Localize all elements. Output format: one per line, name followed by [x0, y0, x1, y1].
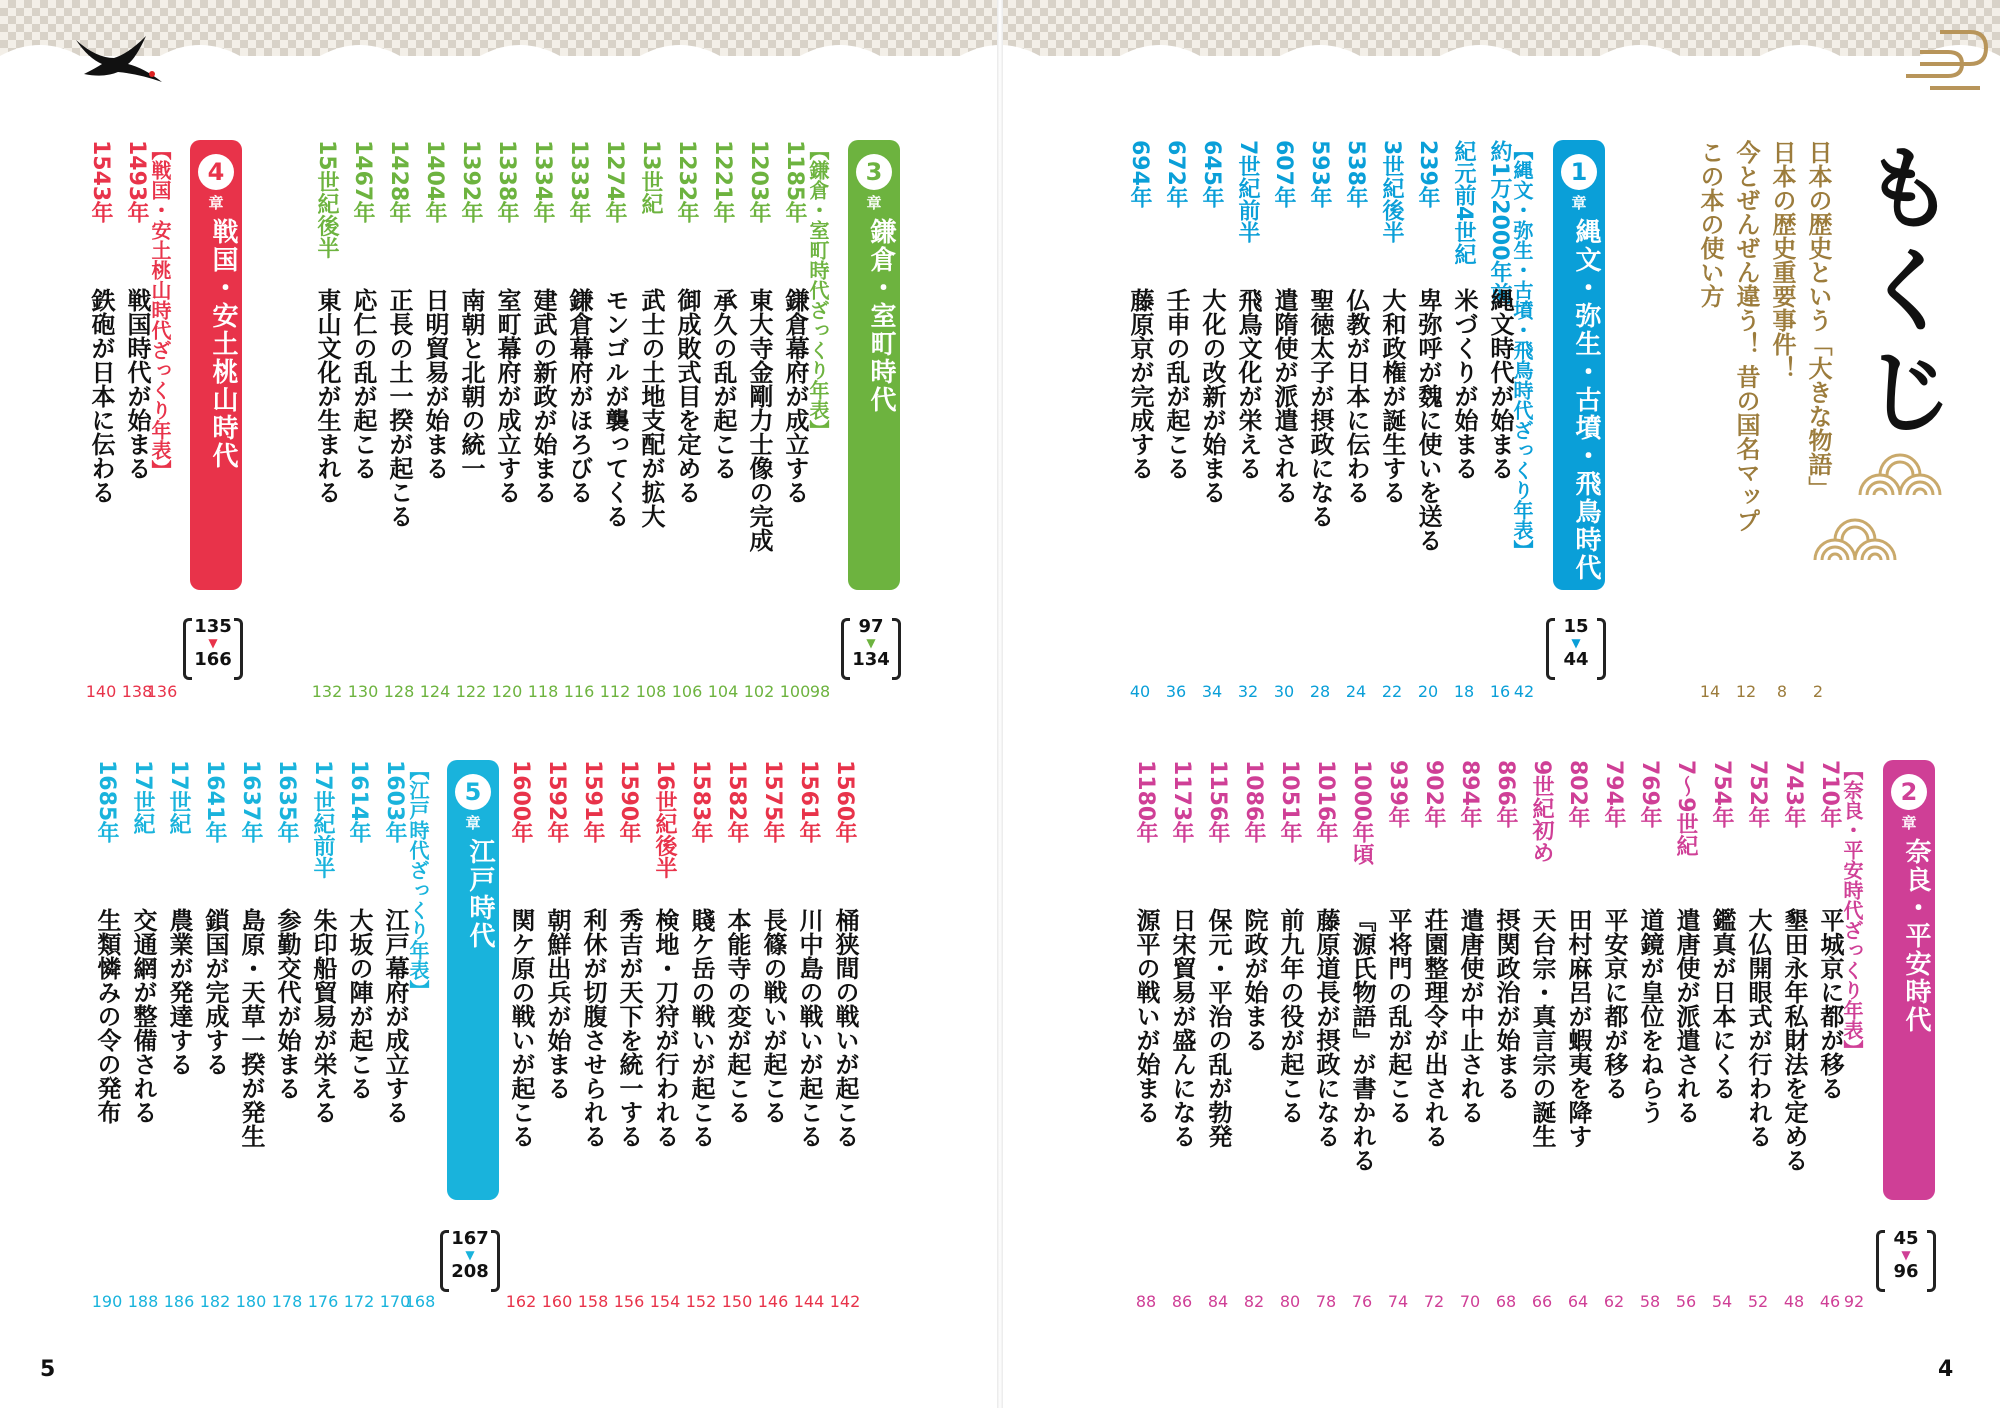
entry-page-number: 182: [199, 1292, 231, 1311]
chapter-band[interactable]: [447, 760, 499, 1200]
entry-page-number: 78: [1315, 1292, 1337, 1311]
entry-year: 7世紀前半: [1235, 140, 1260, 244]
entry-year: 17世紀前半: [310, 760, 335, 879]
crane-icon: [66, 28, 166, 88]
entry-event[interactable]: 平城京に都が移る: [1816, 908, 1844, 1100]
entry-event[interactable]: 参勤交代が始まる: [273, 908, 301, 1100]
chapter-page-range: [183, 616, 243, 682]
chapter-number: 5: [455, 774, 491, 810]
chapter-band[interactable]: [1883, 760, 1935, 1200]
chapter-title: 縄文・弥生・古墳・飛鳥時代: [1571, 218, 1601, 582]
entry-page-number: 122: [455, 682, 487, 701]
entry-page-number: 46: [1819, 1292, 1841, 1311]
entry-event[interactable]: 遣唐使が派遣される: [1672, 908, 1700, 1124]
entry-event[interactable]: 検地・刀狩が行われる: [651, 908, 679, 1148]
entry-event[interactable]: 御成敗式目を定める: [673, 288, 701, 504]
entry-event[interactable]: 保元・平治の乱が勃発: [1204, 908, 1232, 1148]
entry-page-number: 54: [1711, 1292, 1733, 1311]
chapter-number: 4: [198, 154, 234, 190]
seigaiha-pattern-icon: [1855, 440, 1955, 500]
entry-page-number: 124: [419, 682, 451, 701]
entry-year: 1543年: [88, 140, 113, 224]
entry-page-number: 52: [1747, 1292, 1769, 1311]
entry-page-number: 162: [505, 1292, 537, 1311]
entry-event[interactable]: 応仁の乱が起こる: [349, 288, 377, 480]
entry-page-number: 70: [1459, 1292, 1481, 1311]
entry-year: 1575年: [760, 760, 785, 844]
entry-page-number: 88: [1135, 1292, 1157, 1311]
entry-year: 939年: [1385, 760, 1410, 828]
entry-year: 694年: [1127, 140, 1152, 208]
chapter-number: 2: [1891, 774, 1927, 810]
chapter-page-range: [841, 616, 901, 682]
entry-page-number: 66: [1531, 1292, 1553, 1311]
entry-event[interactable]: 利休が切腹させられる: [579, 908, 607, 1148]
entry-event[interactable]: 源平の戦いが始まる: [1132, 908, 1160, 1124]
entry-year: 538年: [1343, 140, 1368, 208]
entry-event[interactable]: 長篠の戦いが起こる: [759, 908, 787, 1124]
chapter-number: 3: [856, 154, 892, 190]
entry-year: 743年: [1781, 760, 1806, 828]
chapter-timeline-header[interactable]: 【奈良・平安時代ざっくり年表】: [1840, 760, 1864, 1060]
range-start: 45: [1893, 1228, 1919, 1249]
entry-event[interactable]: 日明貿易が始まる: [421, 288, 449, 480]
entry-year: 754年: [1709, 760, 1734, 828]
entry-event[interactable]: 日宋貿易が盛んになる: [1168, 908, 1196, 1148]
chapter-page-range: [1546, 616, 1606, 682]
range-end: 166: [194, 649, 232, 670]
entry-page-number: 118: [527, 682, 559, 701]
entry-event[interactable]: 摂関政治が始まる: [1492, 908, 1520, 1100]
intro-page-number: 8: [1776, 682, 1788, 701]
entry-event[interactable]: 田村麻呂が蝦夷を降す: [1564, 908, 1592, 1148]
range-start: 15: [1563, 616, 1589, 637]
entry-event[interactable]: 米づくりが始まる: [1450, 288, 1478, 480]
chapter-timeline-header[interactable]: 【戦国・安土桃山時代ざっくり年表】: [148, 140, 172, 480]
entry-page-number: 150: [721, 1292, 753, 1311]
entry-event[interactable]: 天台宗・真言宗の誕生: [1528, 908, 1556, 1148]
entry-year: 866年: [1493, 760, 1518, 828]
entry-page-number: 24: [1345, 682, 1367, 701]
entry-year: 1467年: [350, 140, 375, 224]
entry-event[interactable]: 『源氏物語』が書かれる: [1348, 908, 1376, 1172]
intro-item[interactable]: この本の使い方: [1696, 140, 1724, 308]
chapter-intro-page: 168: [404, 1292, 436, 1311]
entry-year: 1561年: [796, 760, 821, 844]
entry-page-number: 112: [599, 682, 631, 701]
entry-page-number: 120: [491, 682, 523, 701]
entry-page-number: 64: [1567, 1292, 1589, 1311]
chapter-band[interactable]: [190, 140, 242, 590]
intro-item[interactable]: 日本の歴史という「大きな物語」: [1804, 140, 1832, 500]
entry-year: 1641年: [202, 760, 227, 844]
entry-event[interactable]: 縄文時代が始まる: [1486, 288, 1514, 480]
entry-page-number: 30: [1273, 682, 1295, 701]
entry-event[interactable]: 大仏開眼式が行われる: [1744, 908, 1772, 1148]
range-end: 134: [852, 649, 890, 670]
entry-page-number: 84: [1207, 1292, 1229, 1311]
entry-event[interactable]: 武士の土地支配が拡大: [637, 288, 665, 528]
entry-event[interactable]: 鑑真が日本にくる: [1708, 908, 1736, 1100]
entry-event[interactable]: 藤原道長が摂政になる: [1312, 908, 1340, 1148]
entry-page-number: 154: [649, 1292, 681, 1311]
entry-page-number: 158: [577, 1292, 609, 1311]
chapter-title: 鎌倉・室町時代: [866, 218, 896, 414]
entry-year: 1685年: [94, 760, 119, 844]
entry-page-number: 132: [311, 682, 343, 701]
entry-page-number: 140: [85, 682, 117, 701]
chapter-page-range: [1876, 1228, 1936, 1294]
range-arrow-icon: ▼: [1571, 636, 1581, 650]
entry-page-number: 18: [1453, 682, 1475, 701]
entry-page-number: 142: [829, 1292, 861, 1311]
entry-event[interactable]: 朱印船貿易が栄える: [309, 908, 337, 1124]
range-start: 167: [451, 1228, 489, 1249]
range-arrow-icon: ▼: [208, 636, 218, 650]
entry-event[interactable]: 鉄砲が日本に伝わる: [87, 288, 115, 504]
entry-year: 1185年: [782, 140, 807, 224]
intro-page-number: 2: [1812, 682, 1824, 701]
entry-event[interactable]: 鎌倉幕府がほろびる: [565, 288, 593, 504]
entry-event[interactable]: 関ケ原の戦いが起こる: [507, 908, 535, 1148]
entry-year: 1428年: [386, 140, 411, 224]
entry-year: 752年: [1745, 760, 1770, 828]
entry-page-number: 176: [307, 1292, 339, 1311]
entry-year: 1583年: [688, 760, 713, 844]
chapter-number: 1: [1561, 154, 1597, 190]
entry-year: 1591年: [580, 760, 605, 844]
entry-page-number: 62: [1603, 1292, 1625, 1311]
entry-event[interactable]: 遣唐使が中止される: [1456, 908, 1484, 1124]
chapter-intro-page: 136: [146, 682, 178, 701]
entry-year: 13世紀: [638, 140, 663, 215]
chapter-intro-page: 98: [809, 682, 831, 701]
intro-item[interactable]: 日本の歴史重要事件！: [1768, 140, 1796, 380]
entry-year: 約1万2000年前: [1487, 140, 1512, 305]
entry-event[interactable]: 島原・天草一揆が発生: [237, 908, 265, 1148]
entry-event[interactable]: 交通網が整備される: [129, 908, 157, 1124]
entry-year: 17世紀: [130, 760, 155, 835]
chapter-timeline-header[interactable]: 【江戸時代ざっくり年表】: [406, 760, 430, 1000]
entry-page-number: 178: [271, 1292, 303, 1311]
entry-year: 1338年: [494, 140, 519, 224]
entry-year: 239年: [1415, 140, 1440, 208]
entry-year: 672年: [1163, 140, 1188, 208]
entry-event[interactable]: 承久の乱が起こる: [709, 288, 737, 480]
entry-page-number: 36: [1165, 682, 1187, 701]
entry-page-number: 186: [163, 1292, 195, 1311]
entry-year: 1614年: [346, 760, 371, 844]
entry-page-number: 68: [1495, 1292, 1517, 1311]
entry-year: 1334年: [530, 140, 555, 224]
entry-year: 1180年: [1133, 760, 1158, 844]
entry-event[interactable]: モンゴルが襲ってくる: [601, 288, 629, 528]
range-arrow-icon: ▼: [1901, 1248, 1911, 1262]
intro-page-number: 12: [1735, 682, 1757, 701]
entry-page-number: 74: [1387, 1292, 1409, 1311]
entry-page-number: 106: [671, 682, 703, 701]
entry-year: 1203年: [746, 140, 771, 224]
entry-year: 645年: [1199, 140, 1224, 208]
entry-page-number: 22: [1381, 682, 1403, 701]
entry-year: 7〜9世紀: [1673, 760, 1698, 857]
entry-event[interactable]: 江戸幕府が成立する: [381, 908, 409, 1124]
entry-event[interactable]: 南朝と北朝の統一: [457, 288, 485, 480]
entry-page-number: 102: [743, 682, 775, 701]
entry-page-number: 180: [235, 1292, 267, 1311]
entry-page-number: 80: [1279, 1292, 1301, 1311]
entry-year: 紀元前4世紀: [1451, 140, 1476, 266]
seigaiha-pattern-icon: [1810, 505, 1910, 565]
entry-year: 593年: [1307, 140, 1332, 208]
entry-year: 1086年: [1241, 760, 1266, 844]
entry-year: 1173年: [1169, 760, 1194, 844]
entry-page-number: 144: [793, 1292, 825, 1311]
entry-event[interactable]: 藤原京が完成する: [1126, 288, 1154, 480]
entry-year: 1590年: [616, 760, 641, 844]
entry-event[interactable]: 遣隋使が派遣される: [1270, 288, 1298, 504]
entry-page-number: 100: [779, 682, 811, 701]
entry-year: 607年: [1271, 140, 1296, 208]
entry-event[interactable]: 賤ケ岳の戦いが起こる: [687, 908, 715, 1148]
page-number-right: 4: [1938, 1357, 1954, 1382]
entry-page-number: 76: [1351, 1292, 1373, 1311]
chapter-title: 奈良・平安時代: [1901, 838, 1931, 1034]
entry-page-number: 82: [1243, 1292, 1265, 1311]
entry-page-number: 170: [379, 1292, 411, 1311]
entry-year: 769年: [1637, 760, 1662, 828]
entry-year: 1592年: [544, 760, 569, 844]
entry-page-number: 20: [1417, 682, 1439, 701]
entry-year: 15世紀後半: [314, 140, 339, 259]
entry-event[interactable]: 正長の土一揆が起こる: [385, 288, 413, 528]
entry-event[interactable]: 桶狭間の戦いが起こる: [831, 908, 859, 1148]
entry-page-number: 172: [343, 1292, 375, 1311]
entry-event[interactable]: 大坂の陣が起こる: [345, 908, 373, 1100]
range-start: 135: [194, 616, 232, 637]
entry-event[interactable]: 川中島の戦いが起こる: [795, 908, 823, 1148]
entry-page-number: 160: [541, 1292, 573, 1311]
entry-event[interactable]: 秀吉が天下を統一する: [615, 908, 643, 1148]
entry-year: 1051年: [1277, 760, 1302, 844]
entry-year: 894年: [1457, 760, 1482, 828]
entry-year: 802年: [1565, 760, 1590, 828]
entry-event[interactable]: 本能寺の変が起こる: [723, 908, 751, 1124]
chapter-label: 章: [1901, 814, 1917, 832]
range-end: 208: [451, 1261, 489, 1282]
entry-event[interactable]: 墾田永年私財法を定める: [1780, 908, 1808, 1172]
entry-page-number: 28: [1309, 682, 1331, 701]
entry-page-number: 34: [1201, 682, 1223, 701]
range-start: 97: [858, 616, 884, 637]
entry-year: 16世紀後半: [652, 760, 677, 879]
entry-page-number: 130: [347, 682, 379, 701]
entry-page-number: 108: [635, 682, 667, 701]
entry-event[interactable]: 荘園整理令が出される: [1420, 908, 1448, 1148]
chapter-title: 江戸時代: [465, 838, 495, 950]
chapter-page-range: [440, 1228, 500, 1294]
entry-year: 1016年: [1313, 760, 1338, 844]
chapter-label: 章: [1571, 194, 1587, 212]
entry-year: 1582年: [724, 760, 749, 844]
entry-year: 1392年: [458, 140, 483, 224]
entry-event[interactable]: 院政が始まる: [1240, 908, 1268, 1052]
entry-event[interactable]: 壬申の乱が起こる: [1162, 288, 1190, 480]
entry-page-number: 48: [1783, 1292, 1805, 1311]
entry-page-number: 56: [1675, 1292, 1697, 1311]
entry-event[interactable]: 鎌倉幕府が成立する: [781, 288, 809, 504]
entry-year: 1493年: [124, 140, 149, 224]
entry-page-number: 138: [121, 682, 153, 701]
entry-year: 710年: [1817, 760, 1842, 828]
entry-event[interactable]: 東山文化が生まれる: [313, 288, 341, 504]
range-end: 96: [1893, 1261, 1919, 1282]
chapter-band[interactable]: [848, 140, 900, 590]
entry-year: 1404年: [422, 140, 447, 224]
entry-page-number: 32: [1237, 682, 1259, 701]
entry-page-number: 86: [1171, 1292, 1193, 1311]
entry-page-number: 152: [685, 1292, 717, 1311]
entry-year: 1156年: [1205, 760, 1230, 844]
cloud-knot-icon: [1900, 18, 1996, 98]
entry-event[interactable]: 鎖国が完成する: [201, 908, 229, 1076]
entry-year: 1000年頃: [1349, 760, 1374, 866]
entry-year: 9世紀初め: [1529, 760, 1554, 864]
entry-event[interactable]: 道鏡が皇位をねらう: [1636, 908, 1664, 1124]
entry-event[interactable]: 平安京に都が移る: [1600, 908, 1628, 1100]
entry-page-number: 58: [1639, 1292, 1661, 1311]
entry-page-number: 146: [757, 1292, 789, 1311]
entry-year: 902年: [1421, 760, 1446, 828]
chapter-label: 章: [866, 194, 882, 212]
entry-page-number: 16: [1489, 682, 1511, 701]
range-arrow-icon: ▼: [866, 636, 876, 650]
entry-event[interactable]: 大和政権が誕生する: [1378, 288, 1406, 504]
entry-page-number: 72: [1423, 1292, 1445, 1311]
entry-event[interactable]: 仏教が日本に伝わる: [1342, 288, 1370, 504]
entry-year: 1232年: [674, 140, 699, 224]
entry-year: 1635年: [274, 760, 299, 844]
entry-event[interactable]: 農業が発達する: [165, 908, 193, 1076]
entry-event[interactable]: 戦国時代が始まる: [123, 288, 151, 480]
chapter-label: 章: [208, 194, 224, 212]
entry-page-number: 128: [383, 682, 415, 701]
entry-year: 1603年: [382, 760, 407, 844]
entry-event[interactable]: 東大寺金剛力士像の完成: [745, 288, 773, 552]
chapter-label: 章: [465, 814, 481, 832]
page-gutter: [997, 0, 1003, 1408]
entry-year: 1600年: [508, 760, 533, 844]
entry-year: 794年: [1601, 760, 1626, 828]
entry-event[interactable]: 前九年の役が起こる: [1276, 908, 1304, 1124]
entry-page-number: 40: [1129, 682, 1151, 701]
chapter-intro-page: 42: [1513, 682, 1535, 701]
page-number-left: 5: [40, 1357, 56, 1382]
entry-year: 1560年: [832, 760, 857, 844]
entry-event[interactable]: 平将門の乱が起こる: [1384, 908, 1412, 1124]
entry-year: 17世紀: [166, 760, 191, 835]
entry-event[interactable]: 卑弥呼が魏に使いを送る: [1414, 288, 1442, 552]
range-arrow-icon: ▼: [465, 1248, 475, 1262]
entry-year: 1333年: [566, 140, 591, 224]
entry-page-number: 104: [707, 682, 739, 701]
page-title: もくじ: [1848, 140, 1955, 446]
entry-page-number: 190: [91, 1292, 123, 1311]
entry-page-number: 116: [563, 682, 595, 701]
entry-event[interactable]: 聖徳太子が摂政になる: [1306, 288, 1334, 528]
chapter-timeline-header[interactable]: 【鎌倉・室町時代ざっくり年表】: [806, 140, 830, 440]
entry-event[interactable]: 大化の改新が始まる: [1198, 288, 1226, 504]
entry-event[interactable]: 建武の新政が始まる: [529, 288, 557, 504]
chapter-band[interactable]: [1553, 140, 1605, 590]
chapter-intro-page: 92: [1843, 1292, 1865, 1311]
intro-page-number: 14: [1699, 682, 1721, 701]
chapter-timeline-header[interactable]: 【縄文・弥生・古墳・飛鳥時代ざっくり年表】: [1510, 140, 1534, 560]
entry-page-number: 156: [613, 1292, 645, 1311]
entry-page-number: 188: [127, 1292, 159, 1311]
entry-year: 1221年: [710, 140, 735, 224]
intro-item[interactable]: 今とぜんぜん違う！ 昔の国名マップ: [1732, 140, 1760, 533]
entry-year: 1274年: [602, 140, 627, 224]
range-end: 44: [1563, 649, 1589, 670]
entry-year: 1637年: [238, 760, 263, 844]
entry-year: 3世紀後半: [1379, 140, 1404, 244]
entry-event[interactable]: 生類憐みの令の発布: [93, 908, 121, 1124]
chapter-title: 戦国・安土桃山時代: [208, 218, 238, 470]
entry-event[interactable]: 飛鳥文化が栄える: [1234, 288, 1262, 480]
entry-event[interactable]: 室町幕府が成立する: [493, 288, 521, 504]
entry-event[interactable]: 朝鮮出兵が始まる: [543, 908, 571, 1100]
